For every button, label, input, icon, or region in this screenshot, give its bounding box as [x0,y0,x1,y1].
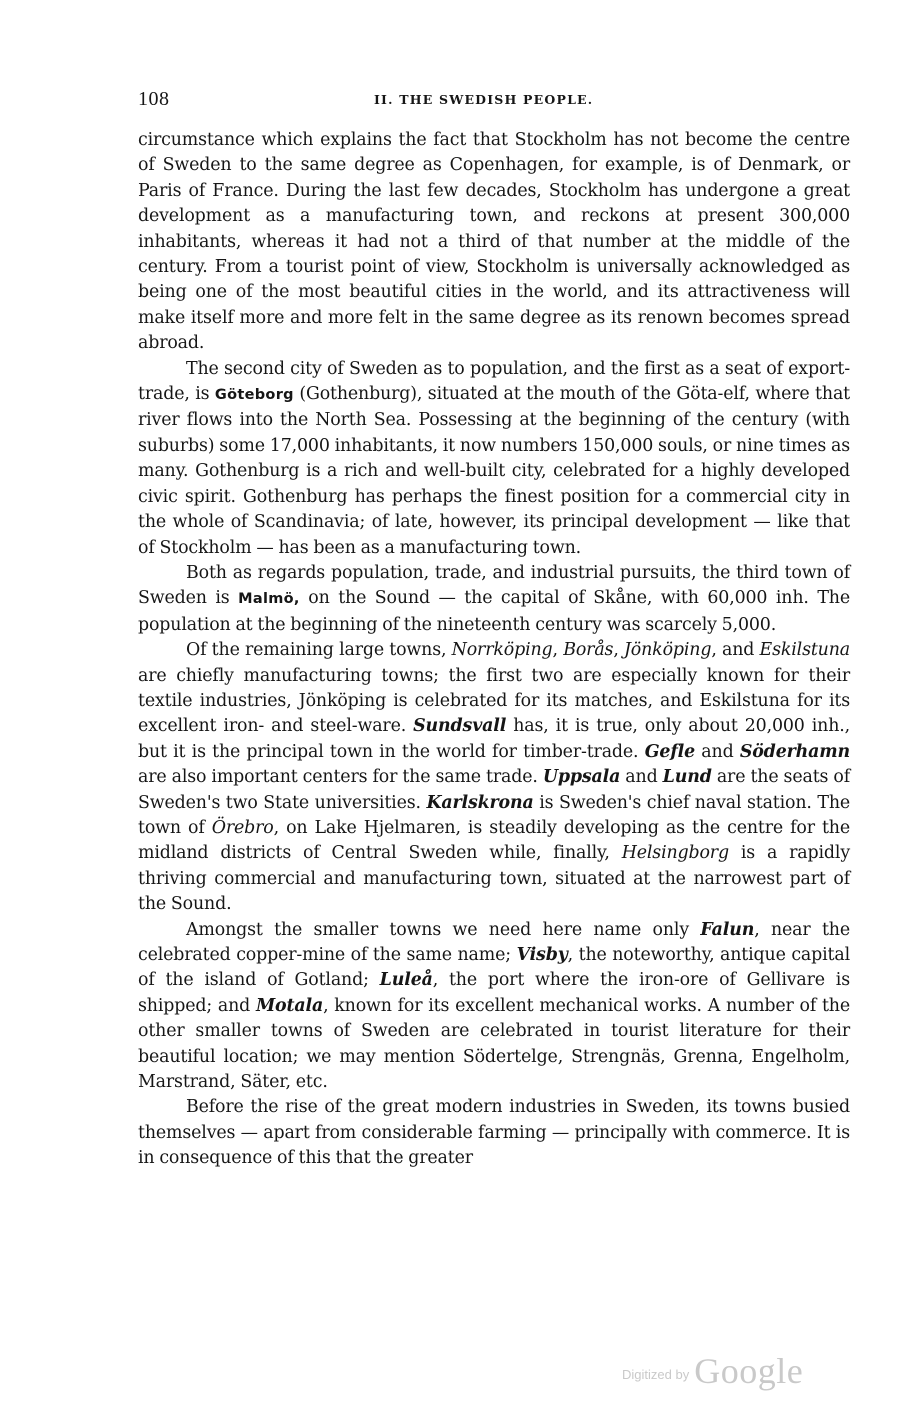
bold-italic-place-name: Sundsvall [413,716,507,737]
italic-place-name: Helsingborg [621,843,729,864]
text-run: , the port where the iron-ore of Gellivare is shipped; and [138,970,850,1016]
italic-place-name: Eskilstuna [759,640,850,661]
text-run: Both as regards population, trade, and industrial pursuits, the third town of Sweden is [138,562,850,609]
paragraph [138,638,850,917]
bold-italic-place-name: Visby [516,945,568,965]
text-run: are the seats of Sweden's two State universities. [138,767,851,813]
spaced-place-name: Malmö, [238,591,300,608]
paragraph [138,128,850,357]
page-number: 108 [138,88,170,110]
text-run: , the noteworthy, antique capital of the island of Gotland; [138,945,850,991]
text-run: , [613,640,624,661]
bold-italic-place-name: Motala [255,995,324,1016]
watermark-prefix: Digitized by [622,1367,690,1382]
text-run: , [552,640,564,661]
page-header [138,88,850,114]
text-run: has, it is true, only about 20,000 inh., but it is the principal town in the world for timber-trade. [138,716,850,762]
text-run: is a rapidly thriving commercial and manufacturing town, situated at the narrowest part of the Sound. [138,843,850,915]
text-run: (Gothenburg), situated at the mouth of the Göta-elf, where that river flows into the North Sea. Possessing at the beginning of the century (with suburbs) some 17,000 inhabitants, it now numbers 150,000 souls, or nine times as many. Gothenburg is a rich and well-built city, celebrated for a highly developed civic spirit. Gothenburg has perhaps the finest position for a commercial city in the whole of Scandinavia; of late, however, its principal development — like that of Stockholm — has been as a manufacturing town. [138,384,851,558]
text-run: , on Lake Hjelmaren, is steadily developing as the centre for the midland districts of Central Sweden while, finally, [138,817,850,864]
italic-place-name: Örebro [211,817,274,838]
bold-italic-place-name: Lund [662,767,712,788]
italic-place-name: Borås [563,640,614,661]
paragraph [138,1095,850,1171]
bold-italic-place-name: Karlskrona [426,792,534,813]
text-run: , and [711,640,760,661]
bold-italic-place-name: Uppsala [542,767,621,788]
text-run: Of the remaining large towns, [186,640,452,661]
bold-italic-place-name: Söderhamn [739,741,850,762]
text-run: circumstance which explains the fact that Stockholm has not become the centre of Sweden to the same degree as Copenhagen, for example, is of Denmark, or Paris of France. During the last few decades, Stockholm has undergone a great development as a manufacturing town, and reckons at present 300,000 inhabitants, whereas it had not a third of that number at the middle of the century. From a tourist point of view, Stockholm is universally acknowledged as being one of the most beautiful cities in the world, and its attractiveness will make itself more and more felt in the same degree as its renown becomes spread abroad. [138,130,850,354]
paragraph [138,918,850,1096]
digitized-watermark [622,1350,803,1390]
bold-italic-place-name: Gefle [644,741,696,762]
text-run: is Sweden's chief naval station. The town of [138,792,851,838]
spaced-place-name: Göteborg [214,387,294,404]
italic-place-name: Jönköping [623,640,712,661]
running-head: II. THE SWEDISH PEOPLE. [374,92,594,107]
text-run: , known for its excellent mechanical works. A number of the other smaller towns of Sweden are celebrated in tourist literature for their beautiful location; we may mention Södertelge, Strengnäs, Grenna, Engelholm, Marstrand, Säter, etc. [138,995,850,1093]
body-text [138,128,850,1172]
text-run: Before the rise of the great modern industries in Sweden, its towns busied themselves — apart from considerable farming — principally with commerce. It is in consequence of this that the greater [138,1097,850,1169]
italic-place-name: Norrköping [451,640,553,661]
text-run: on the Sound — the capital of Skåne, with 60,000 inh. The population at the beginning of the nineteenth century was scarcely 5,000. [138,588,850,635]
text-run: Amongst the smaller towns we need here name only [186,919,701,940]
text-run: , near the celebrated copper-mine of the same name; [138,919,850,965]
google-logo: Google [694,1351,804,1391]
paragraph [138,357,850,561]
text-run: and [620,767,663,788]
text-run: and [695,741,740,762]
paragraph [138,561,850,638]
bold-italic-place-name: Luleå [379,970,433,991]
text-run: are chiefly manufacturing towns; the first two are especially known for their textile industries, Jönköping is celebrated for its matches, and Eskilstuna for its excellent iron- and steel-ware. [138,665,850,737]
text-run: are also important centers for the same trade. [138,767,543,788]
bold-italic-place-name: Falun [700,919,755,940]
text-run: The second city of Sweden as to population, and the first as a seat of export-trade, is [138,358,850,405]
